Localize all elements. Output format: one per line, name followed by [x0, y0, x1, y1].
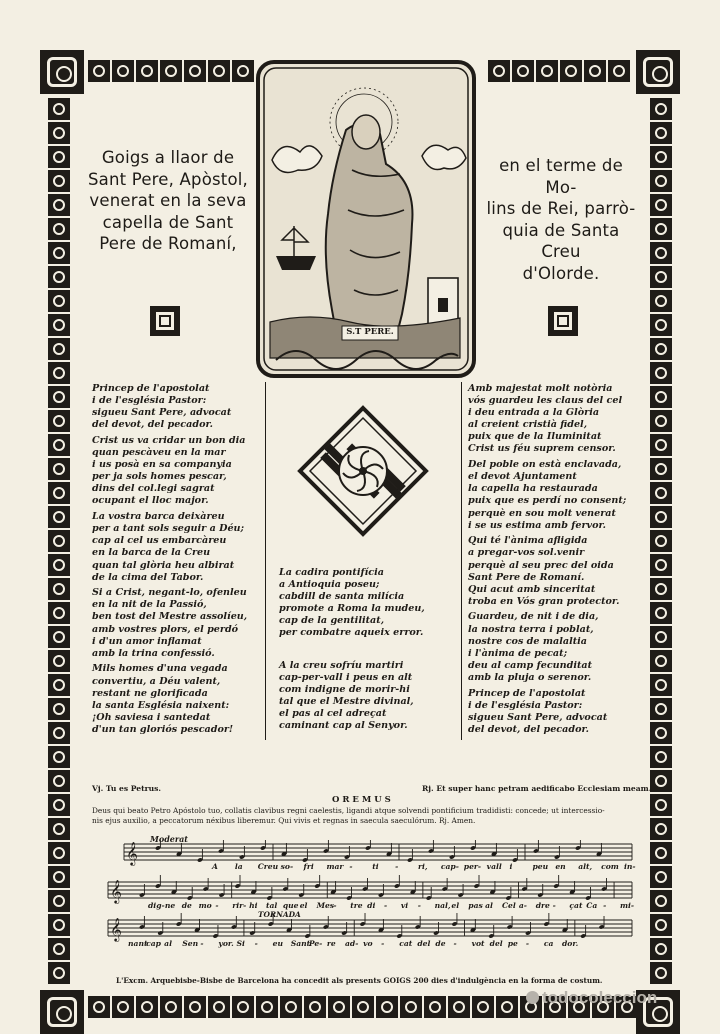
border-tile — [608, 60, 630, 82]
border-tile — [650, 146, 672, 168]
border-tile — [488, 60, 510, 82]
verse-line: en la barca de la Creu — [92, 547, 211, 559]
border-tile — [512, 60, 534, 82]
border-tile — [650, 170, 672, 192]
verse-line: Del poble on està enclavada, — [468, 459, 622, 471]
lyric-syllable: Sant — [290, 939, 311, 948]
lyric-syllable: - — [453, 939, 457, 948]
title-right-line: en el terme de Mo- — [499, 156, 623, 197]
verse-line: La cadira pontifícia — [279, 567, 384, 578]
verse-line: Princep de l'apostolat — [468, 687, 586, 699]
verse-line: convertiu, a Déu valent, — [92, 675, 221, 687]
lyric-syllable: - — [603, 901, 607, 910]
verse-line: i de l'església Pastor: — [92, 395, 207, 407]
right-column-rule — [461, 382, 462, 740]
oremus-title: O R E M U S — [332, 795, 391, 805]
tornada-label: TORNADA — [258, 910, 301, 919]
border-tile — [472, 996, 494, 1018]
border-tile — [48, 794, 70, 816]
verse-line: La vostra barca deixàreu — [92, 511, 225, 523]
border-tile — [650, 554, 672, 576]
border-tile — [650, 722, 672, 744]
lyric-syllable: cat — [399, 939, 413, 948]
border-tile — [352, 996, 374, 1018]
border-tile — [48, 218, 70, 240]
stanza — [468, 459, 648, 532]
verse-line: de la cima del Tabor. — [92, 571, 204, 583]
lyric-syllable: la — [234, 862, 243, 871]
verse-line: quan tal glòria heu albirat — [92, 559, 235, 571]
verse-line: promote a Roma la mudeu, — [279, 603, 425, 615]
left-column-rule — [265, 382, 266, 740]
oremus-line-2: nis ejus auxilio, a peccatorum néxibus liberemur. Qui vivis et regnas in saecula saeculórum. Rj. Amen. — [92, 816, 476, 825]
border-tile — [280, 996, 302, 1018]
lyric-syllable: que — [282, 901, 299, 910]
border-tile — [48, 842, 70, 864]
border-tile — [650, 506, 672, 528]
verse-line: Amb majestat molt notòria — [468, 383, 613, 394]
lyric-syllable: - — [552, 901, 556, 910]
border-tile — [650, 626, 672, 648]
border-tile — [48, 746, 70, 768]
title-left-line: Pere de Romaní, — [99, 234, 237, 253]
border-tile — [650, 434, 672, 456]
verse-line: la capella ha restaurada — [468, 483, 598, 495]
lyric-syllable: ca — [543, 939, 554, 948]
lyric-syllable: çat — [569, 901, 583, 910]
border-tile — [650, 242, 672, 264]
watermark — [526, 988, 657, 1008]
lyric-syllable: hi — [249, 901, 258, 910]
border-tile — [650, 650, 672, 672]
border-tile — [184, 996, 206, 1018]
verse-line: i se us estima amb fervor. — [468, 519, 607, 531]
stanza — [468, 383, 648, 456]
verse-line: per a tant sols seguir a Déu; — [92, 523, 245, 535]
stanza — [92, 587, 267, 660]
lyric-syllable: i — [509, 862, 513, 871]
tempo-marking: Moderat — [150, 834, 188, 844]
lyric-syllable: del — [417, 939, 431, 948]
border-tile — [650, 794, 672, 816]
verse-line: el pas al cel adreçat — [279, 707, 387, 719]
svg-text:𝄞: 𝄞 — [110, 917, 122, 941]
lyric-syllable: yor. — [218, 939, 234, 948]
lyric-syllable: cap — [146, 939, 161, 948]
verse-line: sigueu Sant Pere, advocat — [92, 407, 232, 419]
verse-line: Qui té l'ànima afligida — [468, 535, 588, 547]
border-tile — [136, 60, 158, 82]
verse-line: i l'ànima de pecat; — [468, 647, 568, 659]
response: Rj. Et super hanc petram aedificabo Ecclesiam meam. — [422, 784, 652, 793]
stanza — [468, 688, 648, 736]
border-tile — [48, 410, 70, 432]
oremus-line-1: Deus qui beato Petro Apóstolo tuo, collatis clavibus regni caelestis, ligandi atque solvendi pontificium tradidisti: concede; ut intercessio- — [92, 806, 605, 815]
verse-line: nostre cos de malaltia — [468, 635, 588, 647]
border-tile — [650, 458, 672, 480]
lyric-syllable: re — [326, 939, 336, 948]
verse-line: dins del col.legi sagrat — [92, 483, 215, 495]
verse-line: i us posà en sa companyia — [92, 459, 232, 471]
border-tile — [232, 996, 254, 1018]
lyric-syllable: ne — [164, 901, 176, 910]
title-left-line: Goigs a llaor de — [101, 148, 235, 167]
border-tile — [48, 434, 70, 456]
border-tile — [48, 962, 70, 984]
lyric-syllable: vot — [471, 939, 485, 948]
verse-line: Sant Pere de Romaní. — [468, 571, 585, 583]
verse-line: del devot, del pecador. — [468, 723, 589, 735]
lyric-syllable: in- — [624, 862, 636, 871]
verse-line: perquè en sou molt venerat — [468, 507, 616, 519]
lyric-syllable: per- — [463, 862, 482, 871]
lyric-syllable: pe — [507, 939, 518, 948]
border-tile — [448, 996, 470, 1018]
stanza — [92, 663, 267, 736]
border-tile — [208, 60, 230, 82]
title-left-line: venerat en la seva — [89, 191, 247, 210]
verse-line: del devot, del pecador. — [92, 419, 213, 431]
border-tile — [48, 650, 70, 672]
verse-line: la santa Església naixent: — [92, 699, 230, 711]
border-tile — [496, 996, 518, 1018]
border-tile — [48, 818, 70, 840]
left-verse-column — [92, 383, 267, 740]
border-tile — [48, 338, 70, 360]
verse-line: a pregar-vos sol.venir — [468, 547, 585, 559]
border-tile — [48, 674, 70, 696]
verse-line: a Antioquia poseu; — [279, 579, 380, 591]
verse-line: ¡Oh saviesa i santedat — [92, 711, 211, 723]
lyric-syllable: mo — [198, 901, 212, 910]
lyric-syllable: vall — [486, 862, 502, 871]
verse-line: i de l'església Pastor: — [468, 699, 583, 711]
stanza — [279, 567, 464, 640]
lyric-syllable: tal — [266, 901, 278, 910]
versicle: Vj. Tu es Petrus. — [92, 784, 162, 793]
lyric-syllable: Si — [236, 939, 245, 948]
verse-line: restant ne glorificada — [92, 687, 208, 699]
border-tile — [650, 410, 672, 432]
lyric-syllable: - — [254, 939, 258, 948]
verse-line: ocupant el lloc major. — [92, 495, 209, 507]
verse-line: al creient cristià fidel, — [468, 419, 588, 431]
stanza — [92, 435, 267, 508]
border-tile — [48, 554, 70, 576]
lyric-syllable: ad- — [345, 939, 359, 948]
border-tile — [400, 996, 422, 1018]
border-tile — [48, 194, 70, 216]
svg-text:𝄞: 𝄞 — [110, 879, 122, 903]
lyric-syllable: mi- — [620, 901, 635, 910]
border-tile — [650, 938, 672, 960]
border-tile — [88, 60, 110, 82]
lyric-syllable: ri, — [418, 862, 428, 871]
border-tile — [650, 362, 672, 384]
lyric-syllable: Ca — [586, 901, 598, 910]
lyric-syllable: de — [181, 901, 192, 910]
verse-line: ben tost del Mestre assolíeu, — [92, 611, 248, 623]
border-tile — [48, 602, 70, 624]
lyric-syllable: A — [212, 862, 218, 871]
border-tile — [650, 266, 672, 288]
verse-line: cabdill de santa milícia — [279, 591, 405, 603]
border-tile — [208, 996, 230, 1018]
border-tile — [650, 218, 672, 240]
watermark-text: todocoleccion — [542, 988, 658, 1007]
lyric-syllable: rir- — [232, 901, 247, 910]
lyric-syllable: nant — [128, 939, 148, 948]
border-tile — [48, 698, 70, 720]
verse-line: la nostra terra i poblat, — [468, 623, 594, 635]
lyric-syllable: de — [435, 939, 446, 948]
verse-line: puix que de la Iluminitat — [468, 431, 602, 443]
border-tile — [48, 146, 70, 168]
lyric-syllable: - — [417, 901, 421, 910]
left-square-ornament — [150, 306, 180, 336]
lyric-syllable: el — [451, 901, 460, 910]
lyric-syllable: al — [485, 901, 493, 910]
lyric-syllable: pas — [468, 901, 483, 910]
coat-of-arms-image — [296, 404, 430, 538]
border-tile — [48, 314, 70, 336]
verse-line: puix que es perdí no consent; — [468, 495, 627, 507]
lyric-syllable: peu — [532, 862, 549, 871]
coat-of-arms — [296, 404, 430, 538]
saint-peter-engraving — [256, 60, 476, 378]
border-tile — [650, 962, 672, 984]
verse-line: cap de la gentilitat, — [279, 615, 385, 627]
border-tile — [650, 482, 672, 504]
border-tile — [536, 60, 558, 82]
border-corner-ornament — [40, 50, 84, 94]
border-tile — [232, 60, 254, 82]
border-tile — [376, 996, 398, 1018]
border-tile — [48, 890, 70, 912]
border-corner-ornament — [636, 50, 680, 94]
title-right — [486, 155, 636, 284]
border-tile — [112, 60, 134, 82]
verse-line: A la creu sofríu martiri — [279, 659, 404, 671]
verse-line: sigueu Sant Pere, advocat — [468, 711, 608, 723]
verse-line: d'un tan gloriós pescador! — [92, 723, 234, 735]
border-tile — [48, 242, 70, 264]
border-tile — [48, 626, 70, 648]
border-tile — [48, 98, 70, 120]
verse-line: i deu entrada a la Glòria — [468, 407, 600, 419]
lyric-syllable: a- — [518, 901, 527, 910]
verse-line: Si a Crist, negant-lo, ofenleu — [92, 587, 247, 599]
border-tile — [650, 866, 672, 888]
right-square-ornament — [548, 306, 578, 336]
border-tile — [650, 674, 672, 696]
border-tile — [650, 290, 672, 312]
verse-line: i d'un amor inflamat — [92, 635, 202, 647]
border-tile — [48, 170, 70, 192]
lyric-syllable: dor. — [562, 939, 579, 948]
border-tile — [304, 996, 326, 1018]
verse-line: Qui acut amb sinceritat — [468, 583, 596, 595]
border-tile — [560, 60, 582, 82]
border-tile — [650, 914, 672, 936]
border-tile — [650, 122, 672, 144]
lyric-syllable: dre — [535, 901, 550, 910]
border-tile — [48, 482, 70, 504]
verse-line: amb la pluja o serenor. — [468, 671, 592, 683]
stanza — [279, 660, 464, 733]
lyric-syllable: Mes — [316, 901, 335, 910]
border-tile — [48, 290, 70, 312]
border-tile — [48, 722, 70, 744]
verse-line: troba en Vós gran protector. — [468, 595, 620, 607]
lyric-syllable: fri — [303, 862, 314, 871]
border-tile — [424, 996, 446, 1018]
lyric-syllable: Creu — [257, 862, 279, 871]
border-tile — [48, 266, 70, 288]
stanza — [92, 511, 267, 584]
svg-text:𝄞: 𝄞 — [126, 841, 138, 865]
lyric-syllable: - — [333, 901, 337, 910]
lyric-syllable: mar — [326, 862, 344, 871]
lyric-syllable: del — [489, 939, 503, 948]
border-tile — [48, 938, 70, 960]
border-tile — [650, 698, 672, 720]
border-tile — [650, 194, 672, 216]
border-tile — [650, 890, 672, 912]
border-tile — [650, 338, 672, 360]
lyric-syllable: alt, — [578, 862, 593, 871]
verse-line: Princep de l'apostolat — [92, 383, 210, 394]
border-tile — [184, 60, 206, 82]
lyric-syllable: eu — [272, 939, 284, 948]
border-tile — [650, 98, 672, 120]
lyric-syllable: Sen — [182, 939, 199, 948]
lyric-syllable: so- — [280, 862, 294, 871]
stanza — [468, 611, 648, 684]
border-tile — [48, 362, 70, 384]
verse-line: en la nit de la Passió, — [92, 599, 207, 611]
lyric-syllable: - — [200, 939, 204, 948]
border-tile — [256, 996, 278, 1018]
verse-line: deu al camp fecunditat — [468, 659, 593, 671]
lyric-syllable: tre — [350, 901, 363, 910]
lyric-syllable: al — [164, 939, 172, 948]
lyric-syllable: - — [381, 939, 385, 948]
border-tile — [48, 914, 70, 936]
lyric-syllable: vi — [400, 901, 409, 910]
border-tile — [48, 866, 70, 888]
lyric-syllable: cap- — [440, 862, 459, 871]
verse-line: Crist us féu suprem censor. — [468, 443, 616, 455]
border-tile — [48, 458, 70, 480]
border-tile — [160, 996, 182, 1018]
border-tile — [88, 996, 110, 1018]
border-tile — [112, 996, 134, 1018]
verse-line: perquè al seu prec del oida — [468, 559, 614, 571]
border-tile — [650, 602, 672, 624]
border-tile — [48, 770, 70, 792]
lyric-syllable: dig- — [148, 901, 165, 910]
verse-line: Mils homes d'una vegada — [92, 663, 228, 675]
stanza — [92, 383, 267, 431]
border-tile — [650, 314, 672, 336]
verse-line: caminant cap al Senyor. — [279, 720, 408, 732]
lyric-syllable: - — [395, 862, 399, 871]
lyric-syllable: - — [215, 901, 219, 910]
border-tile — [48, 530, 70, 552]
indulgence-notice: L'Excm. Arquebisbe-Bisbe de Barcelona ha concedit als presents GOIGS 200 dies d'indulgència en la forma de costum. — [116, 976, 603, 985]
border-tile — [328, 996, 350, 1018]
lyric-syllable: el — [299, 901, 308, 910]
lyric-syllable: com — [601, 862, 619, 871]
lyric-syllable: nal, — [434, 901, 451, 910]
title-left-line: capella de Sant — [102, 212, 234, 232]
border-tile — [160, 60, 182, 82]
border-tile — [48, 122, 70, 144]
stanza — [468, 535, 648, 608]
verse-line: Crist us va cridar un bon dia — [92, 434, 246, 446]
verse-line: per combatre aqueix error. — [279, 627, 424, 639]
border-tile — [48, 386, 70, 408]
title-right-line: d'Olorde. — [522, 263, 600, 283]
title-left — [88, 147, 248, 255]
border-tile — [650, 530, 672, 552]
verse-line: quan pescàveu en la mar — [92, 447, 226, 459]
verse-line: amb la trina confessió. — [92, 647, 215, 659]
lyric-syllable: Cel — [502, 901, 516, 910]
border-tile — [48, 578, 70, 600]
title-left-line: Sant Pere, Apòstol, — [88, 169, 248, 189]
border-tile — [650, 746, 672, 768]
border-tile — [650, 770, 672, 792]
title-right-line: quia de Santa Creu — [502, 220, 620, 261]
lyric-syllable: - — [384, 901, 388, 910]
right-verse-column — [468, 383, 648, 740]
verse-line: vós guardeu les claus del cel — [468, 395, 623, 407]
verse-line: cap-per-vall i peus en alt — [279, 671, 413, 683]
title-right-line: lins de Rei, parrò- — [486, 199, 636, 218]
lyric-syllable: vo — [363, 939, 373, 948]
verse-line: amb vostres plors, el perdó — [92, 623, 239, 635]
border-tile — [48, 506, 70, 528]
verse-line: cap al cel us embarcàreu — [92, 535, 227, 547]
verse-line: el devot Ajuntament — [468, 471, 577, 483]
verse-line: tal que el Mestre divinal, — [279, 695, 414, 707]
border-tile — [650, 818, 672, 840]
lyric-syllable: - — [349, 862, 353, 871]
watermark-icon — [526, 991, 539, 1004]
lyric-syllable: en — [555, 862, 566, 871]
border-tile — [136, 996, 158, 1018]
verse-line: per ja sols homes pescar, — [92, 471, 227, 483]
verse-line: Guardeu, de nit i de dia, — [468, 611, 599, 623]
border-corner-ornament — [40, 990, 84, 1034]
border-tile — [650, 386, 672, 408]
lyric-syllable: di — [367, 901, 376, 910]
lyric-syllable: ti — [372, 862, 379, 871]
border-tile — [650, 578, 672, 600]
lyric-syllable: - — [525, 939, 529, 948]
border-tile — [584, 60, 606, 82]
verse-line: com indigne de morir-hi — [279, 683, 410, 695]
middle-verse-column — [279, 567, 464, 736]
engraving-caption: S.T PERE. — [346, 327, 394, 337]
border-tile — [650, 842, 672, 864]
lyric-syllable: Pe- — [308, 939, 323, 948]
